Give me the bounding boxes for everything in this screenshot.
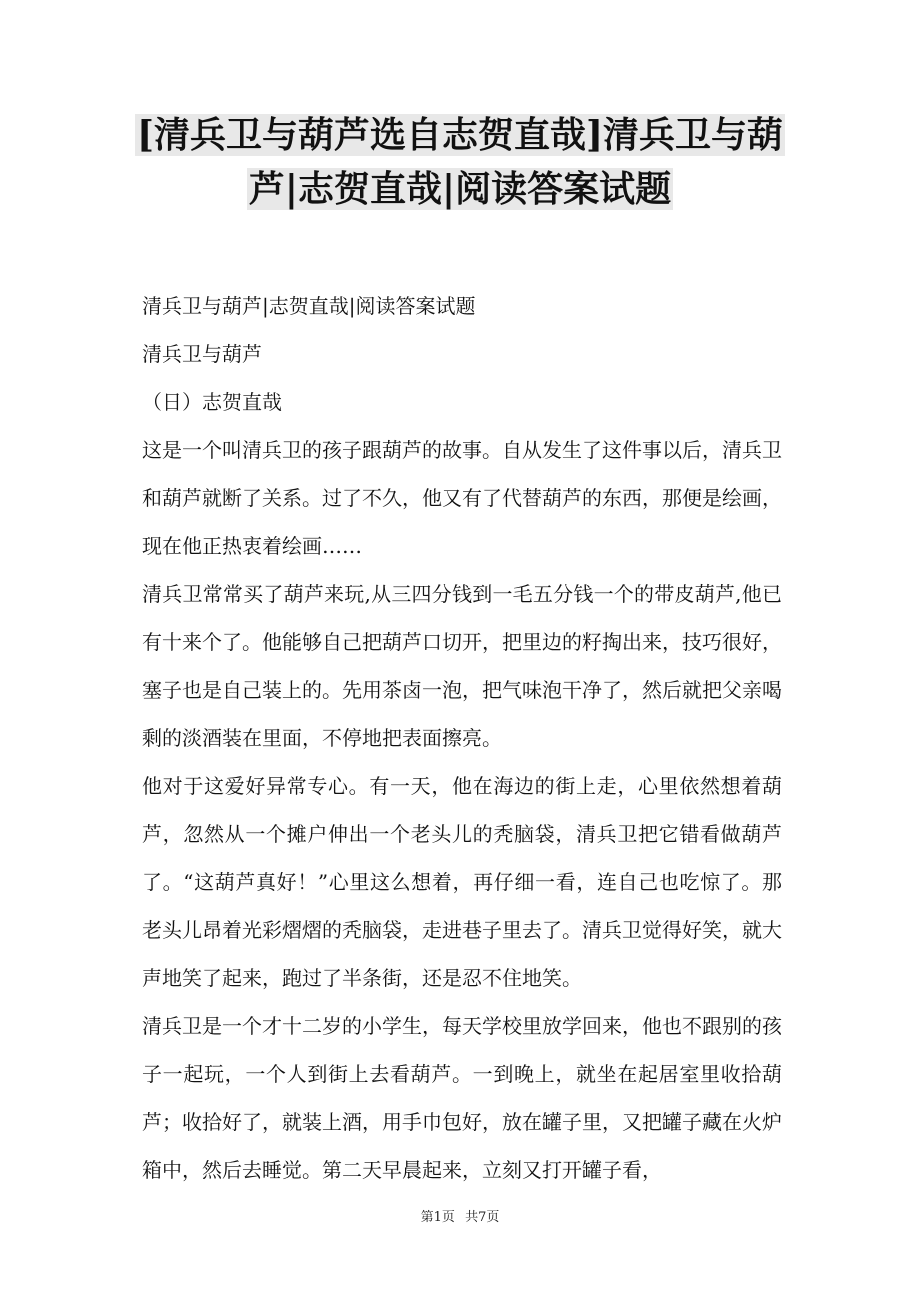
paragraph-body: 清兵卫常常买了葫芦来玩,从三四分钱到一毛五分钱一个的带皮葫芦,他已有十来个了。他能够自己把葫芦口切开，把里边的籽掏出来，技巧很好，塞子也是自己装上的。先用茶卤一泡，把气味泡干净了，然后就把父亲喝剩的淡酒装在里面，不停地把表面擦亮。 [142, 582, 782, 750]
paragraph-subtitle: 清兵卫与葫芦|志贺直哉|阅读答案试题 [142, 294, 476, 318]
page-total: 共7页 [465, 1210, 500, 1225]
document-body [142, 282, 782, 1194]
paragraph-author: （日）志贺直哉 [142, 390, 282, 414]
paragraph-body: 清兵卫是一个才十二岁的小学生，每天学校里放学回来，他也不跟别的孩子一起玩，一个人到街上去看葫芦。一到晚上，就坐在起居室里收拾葫芦；收拾好了，就装上酒，用手巾包好，放在罐子里，又把罐子藏在火炉箱中，然后去睡觉。第二天早晨起来，立刻又打开罐子看， [142, 1014, 782, 1182]
paragraph-body: 他对于这爱好异常专心。有一天，他在海边的街上走，心里依然想着葫芦，忽然从一个摊户伸出一个老头儿的秃脑袋，清兵卫把它错看做葫芦了。“这葫芦真好！”心里这么想着，再仔细一看，连自己也吃惊了。那老头儿昂着光彩熠熠的秃脑袋，走进巷子里去了。清兵卫觉得好笑，就大声地笑了起来，跑过了半条街，还是忍不住地笑。 [142, 774, 782, 990]
page-number: 第1页 [420, 1210, 455, 1225]
paragraph-body: 这是一个叫清兵卫的孩子跟葫芦的故事。自从发生了这件事以后，清兵卫和葫芦就断了关系。过了不久，他又有了代替葫芦的东西，那便是绘画，现在他正热衷着绘画…… [142, 438, 782, 558]
title-line-2: 芦|志贺直哉|阅读答案试题 [248, 168, 672, 210]
document-title [100, 108, 820, 216]
title-line-1: [清兵卫与葫芦选自志贺直哉]清兵卫与葫 [136, 114, 784, 156]
paragraph-story-title: 清兵卫与葫芦 [142, 342, 262, 366]
page-footer [0, 1206, 920, 1225]
